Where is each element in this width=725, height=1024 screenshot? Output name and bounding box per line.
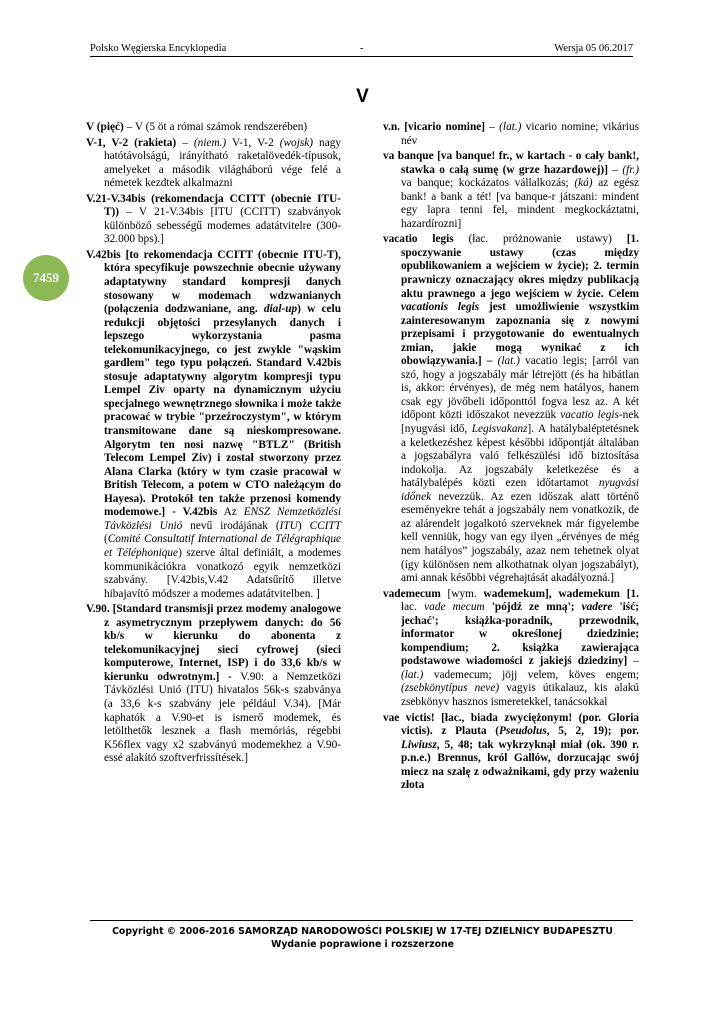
entry-text: vade mecum [424, 601, 485, 614]
entry-text: (ká) [574, 177, 593, 190]
dictionary-entry [86, 193, 341, 247]
entry-text: ]. A hatálybaléptetésnek a keletkezéshez képest későbbi időpontját általában a jogszabályra való felkészülési idő biztosítása indokolja. Az jogszabály keletkezése és a hatálybalépés közti ezen időtartamot [401, 423, 639, 490]
entry-text: V.21-V.34bis (rekomendacja CCITT (obecnie ITU-T)) [86, 192, 341, 219]
entry-text: 'iść; jechać'; książka-poradnik, przewodnik, informator w określonej dziedzinie; kompendium; 2. książka zawierająca podstawowe wiadomości z jakiejś dziedziny] [401, 601, 639, 668]
dictionary-entry [383, 121, 639, 148]
page-footer [0, 925, 725, 951]
footer-edition: Wydanie poprawione i rozszerzone [271, 939, 454, 950]
entry-text: az egész bank! a bank a tét! [va banque-r játszani: mindent egy lapra tenni fel, mindent megkockáztatni, hazardírozni] [401, 177, 640, 230]
entry-text: ) szerve által definiált, a modemes kommunikációkra vonatkozó egyik nemzetközi szabvány. [V.42bis,V.42 Adatsűrítő illetve hibajavító módszer a modemes adatátvitelben. ] [104, 546, 341, 600]
entry-text: – [485, 121, 500, 133]
entry-text: jest umożliwienie wszystkim zainteresowanym zapoznania się z nowymi przepisami i przygotowanie do ewentualnych zmian, jakie mogą wynikać z ich obowiązywania.] – [401, 301, 639, 368]
entry-text: V-1, V-2 [226, 136, 280, 149]
entry-text: V (pięć) [86, 121, 124, 133]
right-column [383, 121, 639, 795]
entry-text: (zsebkönytípus neve) [401, 682, 500, 695]
entry-text: nevezzük. Az ezen időszak alatt történő eseményekre tehát a jogszabály nem vonatkozik, de az alárendelt jogalkotó szerveknek már figyelembe kell venniük, hogy van egy ilyen „érvényes de még nem hatályos” jogszabály, azaz nem tehetnek olyat (így különösen nem alkothatnak olyan jogszabályt), ami annak későbbi végrehajtását akadályozná.] [401, 490, 639, 585]
entry-text: V.90: a Nemzetközi Távközlési Unió (ITU) hivatalos 56k-s szabványa (a 33,6 k-s szabvány jele például V.34). [Már kaphatók a V.90-et is ismerő modemek, és letölthetők lesznek a flash memóriás, régebbi K56flex vagy x2 szabványú modemekhez a V.90-essé alakító szoftverfrissítések.] [104, 670, 341, 765]
entry-text: ENSZ Nemzetközlési Távközlési Unió [104, 506, 341, 532]
entry-text: dial-up [263, 303, 298, 316]
entry-text: ) [297, 519, 310, 532]
dictionary-entry [86, 121, 341, 135]
entry-text: (fr.) [622, 163, 640, 176]
entry-text: – V 21-V.34bis [ITU (CCITT) szabványok különböző sebességű modemes adatátvitelre (300-32.000 bps).] [104, 206, 341, 246]
entry-text: vacationis legis [401, 301, 480, 314]
entry-text: nevű irodájának ( [182, 519, 280, 532]
entry-text: nagy hatótávolságú, irányítható raketalövedék-típusok, amelyeket a második világháború vége felé a németek kezdtek alkalmazni [104, 136, 342, 190]
entry-text: vagyis útikalauz, kis alakú zsebkönyv hasznos ismeretekkel, tanácsokkal [401, 682, 640, 708]
footer-rule [90, 920, 633, 921]
entry-text: v.n. [vicario nomine] [383, 121, 486, 133]
left-column [86, 121, 341, 768]
entry-text: Liwiusz [401, 738, 437, 751]
entry-text: ) w celu redukcji objętości przesyłanych danych i lepszego wykorzystania pasma telekomunikacyjnego, co jest zwykle "wąskim gardłem" tego typu połączeń. Standard V.42bis stosuje adaptatywny algorytm kompresji typu Lempel Ziv oparty na dynamicznym użyciu specjalnego wewnętrznego słownika i może także pracować w trybie "przeźroczystym", w którym transmitowane dane są nieskompresowane. Algorytm ten nosi nazwę "BTLZ" (British Telecom Lempel Ziv) i został stworzony przez Alana Clarka (który w tym czasie pracował w British Telecom, a potem w CTO należącym do Hayesa). Protokół ten także przenosi komendy modemowe.] - V.42bis [104, 303, 341, 519]
header-rule [90, 56, 633, 57]
entry-text: ITU [279, 519, 298, 532]
dictionary-entry [86, 603, 341, 766]
entry-text: vacatio legis [560, 409, 619, 422]
entry-text: V.42bis [to rekomendacja CCITT (obecnie ITU-T), która specyfikuje powszechnie obecnie używany adaptatywny standard kompresji danych stosowany w modemach wdzwanianych (połączenia dodzwaniane, ang. [86, 248, 341, 316]
dictionary-entry [383, 150, 639, 231]
entry-text: ( [104, 533, 108, 546]
entry-text: – [176, 136, 194, 149]
page-number-badge: 7459 [23, 255, 69, 301]
entry-text: V.90. [Standard transmisji przez modemy analogowe z asymetrycznym przepływem danych: do 56 kb/s w kierunku do abonenta z telekomunikacyjnej sieci cyfrowej (sieci komputerowe, Internet, ISP) i do 33,6 kb/s w kierunku odwrotnym.] - [86, 603, 341, 683]
entry-text: CCITT [309, 519, 341, 532]
dictionary-entry [383, 588, 639, 710]
entry-text: Comité Consultatif International de Télégraphique et Téléphonique [104, 533, 341, 559]
entry-text: [wym. [440, 587, 484, 600]
page-header [90, 43, 633, 57]
dictionary-entry [86, 137, 341, 191]
entry-text: – [607, 163, 623, 176]
entry-text: [1. spoczywanie ustawy (czas między opublikowaniem a wejściem w życie); 2. termin prawniczy oznaczający okres między publikacją aktu prawnego a jego wejściem w życie. Celem [401, 233, 639, 300]
entry-text: (lat.) [401, 668, 424, 681]
entry-text: Pseudolus [499, 725, 547, 738]
entry-text: -nek [nyugvási idő, [401, 409, 639, 436]
entry-text: (łac. próżnowanie ustawy) [453, 233, 627, 246]
entry-text: va banque [va banque! fr., w kartach - o cały bank!, stawka o całą sumę (w grze hazardowej)] [383, 150, 639, 176]
entry-text: Legisvakanz [471, 423, 528, 436]
entry-text: vadere [581, 601, 613, 614]
entry-text: 'pójdź ze mną'; [484, 601, 582, 614]
footer-copyright: Copyright © 2006-2016 SAMORZĄD NARODOWOŚCI POLSKIEJ W 17-TEJ DZIELNICY BUDAPESZTU [112, 926, 613, 937]
dictionary-entry [383, 712, 639, 793]
entry-text: (lat.) [499, 121, 522, 133]
entry-text: vae victis! [łac., biada zwyciężonym! (por. Gloria victis). z Plauta ( [383, 711, 639, 738]
entry-text: vicario nomine; vikárius név [401, 121, 639, 147]
section-letter: V [356, 86, 369, 107]
entry-text: łac. [401, 601, 425, 614]
entry-text: vacatio legis; [arról van szó, hogy a jogszabály már létrejött (és ha hibátlan is, akkor: érvényes), de még nem hatályos, hanem csak egy jövőbeli időponttól fogva lesz az. A két időpont közti időszakot nevezzük [401, 355, 639, 422]
entry-text: Az [217, 506, 244, 519]
entry-text: (wojsk) [279, 136, 314, 149]
entry-text: , 5, 48; tak wykrzyknął miał (ok. 390 r. p.n.e.) Brennus, król Gallów, dorzucając swój miecz na szalę z odważnikami, gdy przy ważeniu złota [401, 738, 639, 792]
entry-text: va banque; kockázatos vállalkozás; [401, 177, 575, 190]
header-version: Wersja 05 06.2017 [554, 43, 633, 54]
entry-text: V-1, V-2 (rakieta) [86, 136, 177, 149]
entry-text: vademecum [383, 587, 441, 600]
entry-text: , 5, 2, 19); por. [546, 725, 639, 738]
entry-text: vacatio legis [383, 233, 454, 246]
entry-text: (lat.) [492, 355, 520, 368]
entry-text: – [627, 655, 639, 668]
header-title: Polsko Węgierska Encyklopedia [90, 43, 227, 54]
dictionary-entry [86, 249, 341, 601]
entry-text: – V (5 öt a római számok rendszerében) [123, 121, 308, 133]
entry-text: nyugvási időnek [401, 477, 639, 503]
dictionary-entry [383, 233, 639, 585]
entry-text: wademekum], wademekum [1. [483, 587, 639, 600]
entry-text: vademecum; jöjj velem, köves engem; [423, 668, 639, 681]
header-separator: - [360, 43, 364, 54]
entry-text: (niem.) [193, 136, 227, 149]
